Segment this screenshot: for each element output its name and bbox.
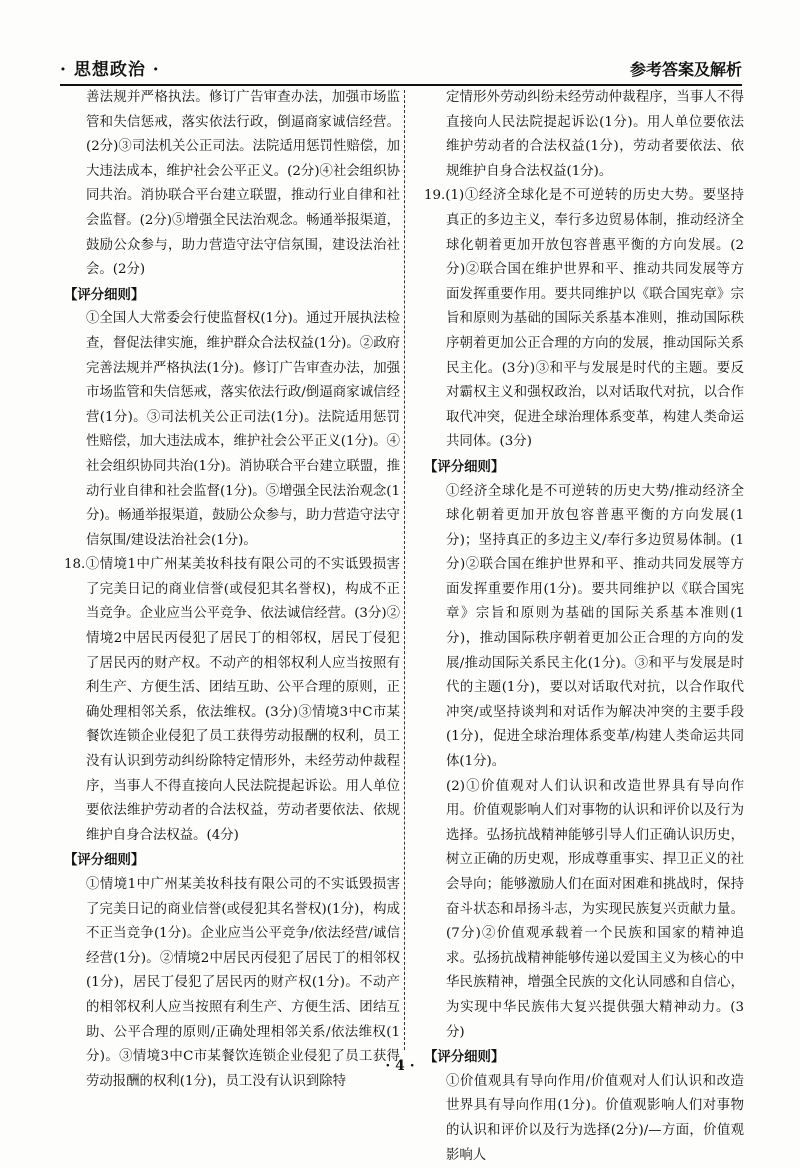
left-para-2: ①全国人大常委会行使监督权(1分)。通过开展执法检查，督促法律实施，维护群众合法权益(1分)。②政府完善法规并严格执法(1分)。修订广告审查办法，加强市场监管和失信惩戒，落实依法行政/倒逼商家诚信经营(1分)。③司法机关公正司法(1分)。法院适用惩罚性赔偿，加大违法成本，维护社会公平正义(1分)。④社会组织协同共治(1分)。消协联合平台建立联盟，推动行业自律和社会监督(1分)。⑤增强全民法治观念(1分)。畅通举报渠道，鼓励公众参与，助力营造守法守信氛围/建设法治社会(1分)。 <box>86 311 400 548</box>
left-column <box>64 86 400 1094</box>
scoring-detail-title: 【评分细则】 <box>64 852 145 869</box>
question-18-answer: 18.①情境1中广州某美妆科技有限公司的不实诋毁损害了完美日记的商业信誉(或侵犯其名誉权)，构成不正当竞争。企业应当公平竞争、依法诚信经营。(3分)②情境2中居民丙侵犯了居民丁的相邻权，居民丁侵犯了居民丙的财产权。不动产的相邻权利人应当按照有利生产、方便生活、团结互助、公平合理的原则，正确处理相邻关系，依法维权。(3分)③情境3中C市某餐饮连锁企业侵犯了员工获得劳动报酬的权利，员工没有认识到劳动纠纷除特定情形外，未经劳动仲裁程序，当事人不得直接向人民法院提起诉讼。用人单位要依法维护劳动者的合法权益，劳动者要依法、依规维护自身合法权益。(4分) <box>64 557 400 843</box>
left-para-1: 善法规并严格执法。修订广告审查办法，加强市场监管和失信惩戒，落实依法行政，倒逼商家诚信经营。(2分)③司法机关公正司法。法院适用惩罚性赔偿，加大违法成本，维护社会公平正义。(2分)④社会组织协同共治。消协联合平台建立联盟，推动行业自律和社会监督。(2分)⑤增强全民法治观念。畅通举报渠道，鼓励公众参与，助力营造守法守信氛围，建设法治社会。(2分) <box>86 90 400 278</box>
scoring-detail-title: 【评分细则】 <box>64 286 145 303</box>
question-19-answer: 19.(1)①经济全球化是不可逆转的历史大势。要坚持真正的多边主义，奉行多边贸易体制，推动经济全球化朝着更加开放包容普惠平衡的方向发展。(2分)②联合国在维护世界和平、推动共同发展等方面发挥重要作用。要共同维护以《联合国宪章》宗旨和原则为基础的国际关系基本准则，推动国际秩序朝着更加公正合理的方向的发展，推动国际关系民主化。(3分)③和平与发展是时代的主题。要反对霸权主义和强权政治，以对话取代对抗，以合作取代冲突，促进全球治理体系变革，构建人类命运共同体。(3分) <box>424 188 744 450</box>
section-label: 参考答案及解析 <box>629 60 742 79</box>
subject-label: · 思想政治 · <box>60 60 160 80</box>
left-para-3: ①情境1中广州某美妆科技有限公司的不实诋毁损害了完美日记的商业信誉(或侵犯其名誉权)(1分)，构成不正当竞争(1分)。企业应当公平竞争/依法经营/诚信经营(1分)。②情境2中居民丙侵犯了居民丁的相邻权(1分)，居民丁侵犯了居民丙的财产权(1分)。不动产的相邻权利人应当按照有利生产、方便生活、团结互助、公平合理的原则/正确处理相邻关系/依法维权(1分)。③情境3中C市某餐饮连锁企业侵犯了员工获得劳动报酬的权利(1分)，员工没有认识到除特 <box>86 877 400 1089</box>
page-number: · 4 · <box>385 1058 415 1074</box>
right-para-2: ①经济全球化是不可逆转的历史大势/推动经济全球化朝着更加开放包容普惠平衡的方向发展(1分)；坚持真正的多边主义/奉行多边贸易体制。(1分)②联合国在维护世界和平、推动共同发展等方面发挥重要作用(1分)。要共同维护以《联合国宪章》宗旨和原则为基础的国际关系基本准则(1分)，推动国际秩序朝着更加公正合理的方向的发展/推动国际关系民主化(1分)。③和平与发展是时代的主题(1分)，要以对话取代对抗，以合作取代冲突/或坚持谈判和对话作为解决冲突的主要手段(1分)，促进全球治理体系变革/构建人类命运共同体(1分)。 <box>446 483 744 770</box>
right-column <box>424 86 744 1168</box>
right-para-3: (2)①价值观对人们认识和改造世界具有导向作用。价值观影响人们对事物的认识和评价以及行为选择。弘扬抗战精神能够引导人们正确认识历史，树立正确的历史观，形成尊重事实、捍卫正义的社会导向；能够激励人们在面对困难和挑战时，保持奋斗状态和昂扬斗志，为实现民族复兴贡献力量。(7分)②价值观承载着一个民族和国家的精神追求。弘扬抗战精神能够传递以爱国主义为核心的中华民族精神，增强全民族的文化认同感和自信心，为实现中华民族伟大复兴提供强大精神动力。(3分) <box>446 778 744 1040</box>
column-divider <box>404 90 405 1050</box>
page-header <box>60 52 742 86</box>
scoring-detail-title: 【评分细则】 <box>424 1049 505 1066</box>
scoring-detail-title: 【评分细则】 <box>424 458 505 475</box>
right-para-4: ①价值观具有导向作用/价值观对人们认识和改造世界具有导向作用(1分)。价值观影响人们对事物的认识和评价以及行为选择(2分)/—方面，价值观影响人 <box>446 1073 744 1163</box>
right-para-1: 定情形外劳动纠纷未经劳动仲裁程序，当事人不得直接向人民法院提起诉讼(1分)。用人单位要依法维护劳动者的合法权益(1分)，劳动者要依法、依规维护自身合法权益(1分)。 <box>446 90 744 179</box>
